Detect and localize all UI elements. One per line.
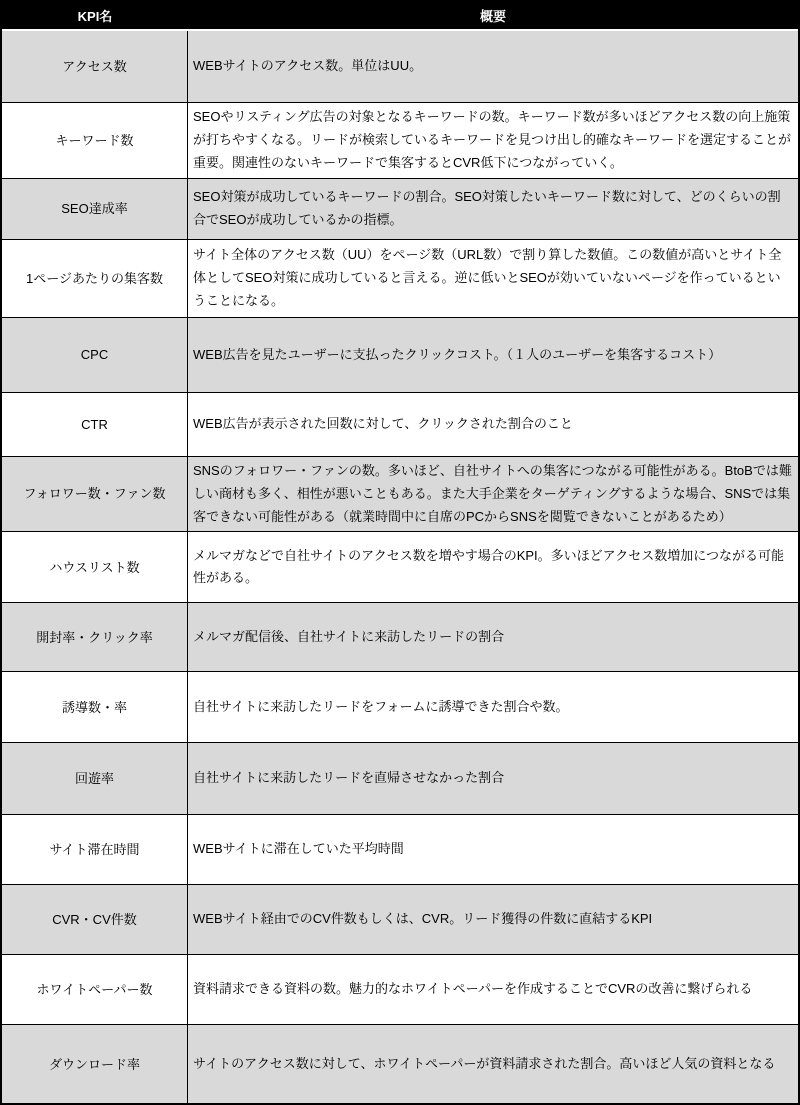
table-header-row [2,2,798,31]
kpi-name-cell: アクセス数 [2,31,188,103]
table-row [2,532,798,603]
kpi-name-cell: キーワード数 [2,103,188,179]
table-row [2,815,798,885]
table-row [2,240,798,318]
kpi-name-cell: CTR [2,393,188,457]
kpi-summary-cell: SNSのフォロワー・ファンの数。多いほど、自社サイトへの集客につながる可能性がある。BtoBでは難しい商材も多く、相性が悪いこともある。また大手企業をターゲティングするような場合、SNSでは集客できない可能性がある（就業時間中に自席のPCからSNSを閲覧できないことがあるため） [188,457,798,532]
table-row [2,179,798,240]
table-row [2,103,798,179]
kpi-summary-cell: メルマガなどで自社サイトのアクセス数を増やす場合のKPI。多いほどアクセス数増加につながる可能性がある。 [188,532,798,603]
kpi-name-cell: 開封率・クリック率 [2,603,188,672]
table-row [2,31,798,103]
kpi-summary-cell: WEB広告が表示された回数に対して、クリックされた割合のこと [188,393,798,457]
kpi-summary-cell: WEBサイトに滞在していた平均時間 [188,815,798,885]
kpi-name-cell: ハウスリスト数 [2,532,188,603]
kpi-summary-cell: SEO対策が成功しているキーワードの割合。SEO対策したいキーワード数に対して、どのくらいの割合でSEOが成功しているかの指標。 [188,179,798,240]
table-row [2,603,798,672]
kpi-name-cell: CPC [2,318,188,393]
kpi-summary-cell: メルマガ配信後、自社サイトに来訪したリードの割合 [188,603,798,672]
kpi-summary-cell: サイト全体のアクセス数（UU）をページ数（URL数）で割り算した数値。この数値が高いとサイト全体としてSEO対策に成功していると言える。逆に低いとSEOが効いていないページを作っているということになる。 [188,240,798,318]
column-header-summary: 概要 [188,2,798,31]
kpi-name-cell: 回遊率 [2,743,188,815]
table-row [2,743,798,815]
kpi-name-cell: フォロワー数・ファン数 [2,457,188,532]
column-header-kpi-name: KPI名 [2,2,188,31]
kpi-summary-cell: WEBサイト経由でのCV件数もしくは、CVR。リード獲得の件数に直結するKPI [188,885,798,955]
kpi-name-cell: 1ページあたりの集客数 [2,240,188,318]
table-row [2,955,798,1025]
kpi-name-cell: CVR・CV件数 [2,885,188,955]
kpi-name-cell: ホワイトペーパー数 [2,955,188,1025]
kpi-summary-cell: 自社サイトに来訪したリードを直帰させなかった割合 [188,743,798,815]
table-row [2,672,798,743]
kpi-name-cell: 誘導数・率 [2,672,188,743]
kpi-name-cell: ダウンロード率 [2,1025,188,1103]
table-row [2,457,798,532]
table-row [2,393,798,457]
kpi-summary-cell: WEBサイトのアクセス数。単位はUU。 [188,31,798,103]
table-row [2,885,798,955]
table-row [2,318,798,393]
kpi-summary-cell: WEB広告を見たユーザーに支払ったクリックコスト。（１人のユーザーを集客するコスト） [188,318,798,393]
kpi-summary-cell: 自社サイトに来訪したリードをフォームに誘導できた割合や数。 [188,672,798,743]
kpi-summary-cell: 資料請求できる資料の数。魅力的なホワイトペーパーを作成することでCVRの改善に繋げられる [188,955,798,1025]
kpi-summary-cell: SEOやリスティング広告の対象となるキーワードの数。キーワード数が多いほどアクセス数の向上施策が打ちやすくなる。リードが検索しているキーワードを見つけ出し的確なキーワードを選定することが重要。関連性のないキーワードで集客するとCVR低下につながっていく。 [188,103,798,179]
table-row [2,1025,798,1103]
kpi-name-cell: サイト滞在時間 [2,815,188,885]
kpi-name-cell: SEO達成率 [2,179,188,240]
kpi-summary-cell: サイトのアクセス数に対して、ホワイトペーパーが資料請求された割合。高いほど人気の資料となる [188,1025,798,1103]
